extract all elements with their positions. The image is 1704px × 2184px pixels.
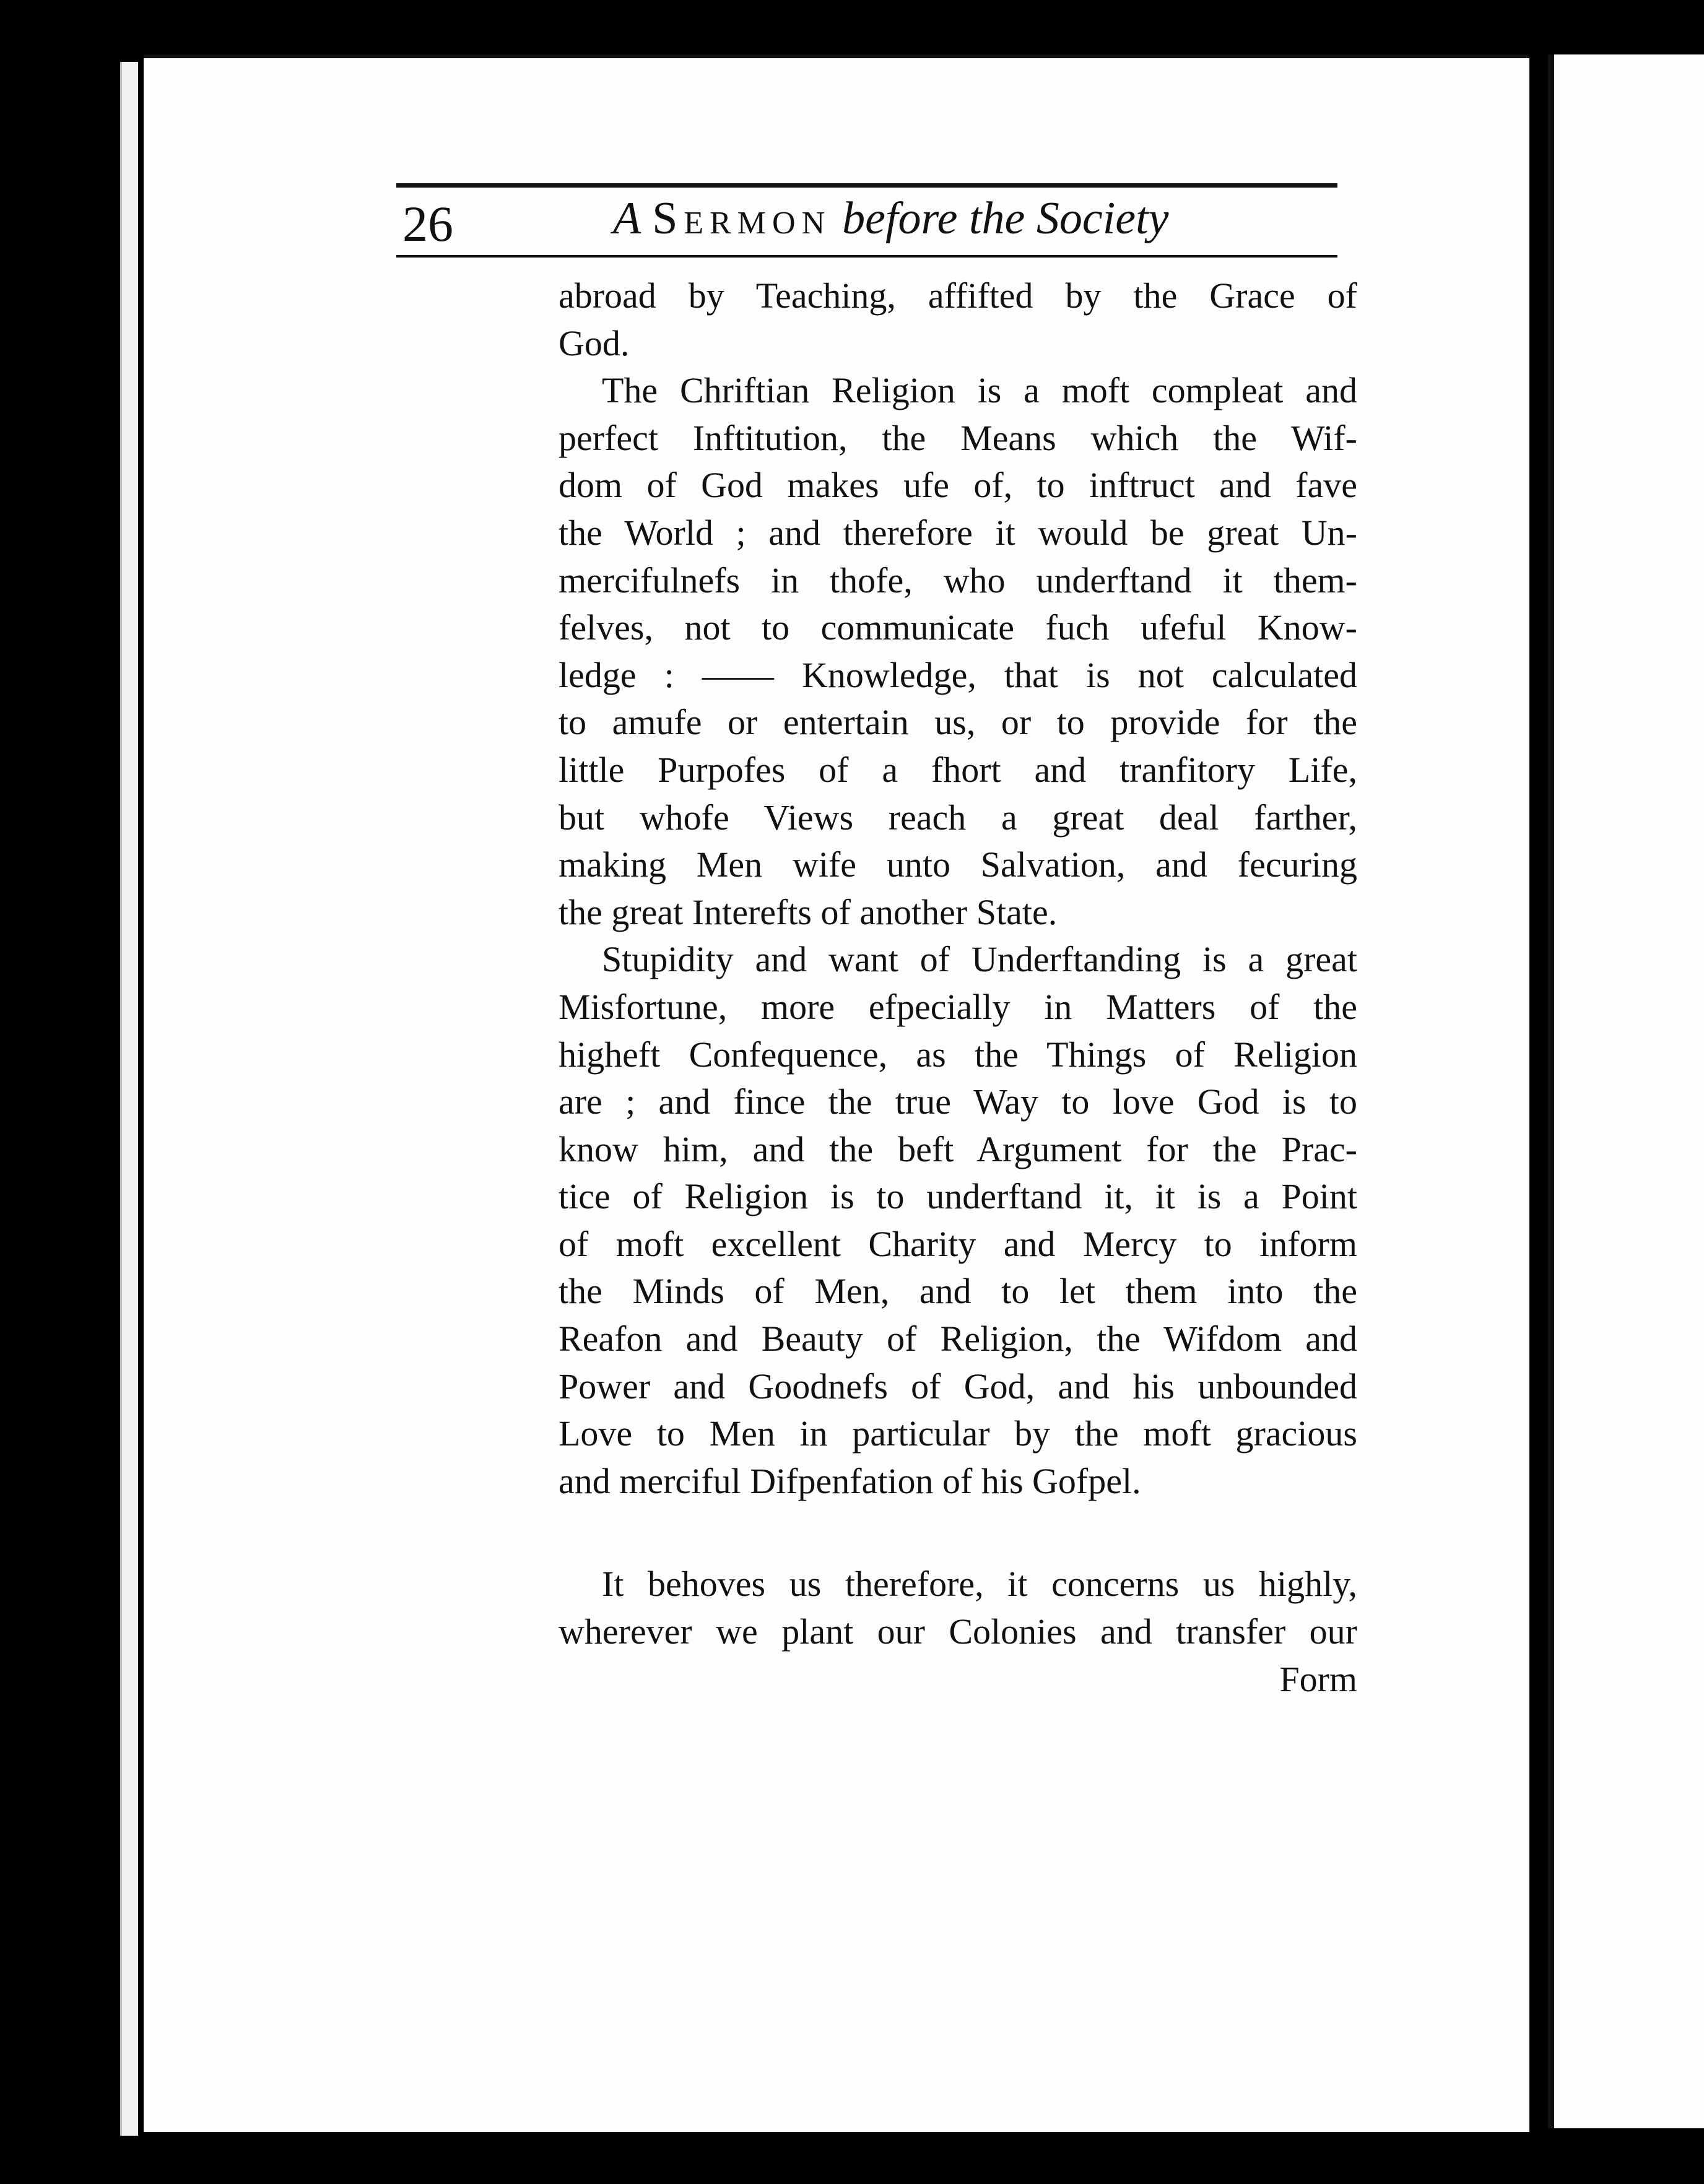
text-line: higheft Confequence, as the Things of Religion — [559, 1034, 1357, 1075]
text-line: are ; and fince the true Way to love God is to — [559, 1081, 1357, 1122]
text-line: God. — [559, 323, 630, 363]
text-line: the great Interefts of another State. — [559, 891, 1058, 932]
page-number: 26 — [402, 196, 453, 252]
text-line: Power and Goodnefs of God, and his unbounded — [559, 1366, 1357, 1406]
text-line: of moft excellent Charity and Mercy to inform — [559, 1223, 1357, 1264]
text-line: Love to Men in particular by the moft gracious — [559, 1413, 1357, 1454]
running-header — [396, 183, 1337, 258]
text-line: wherever we plant our Colonies and transfer our — [559, 1611, 1357, 1652]
text-line: felves, not to communicate fuch ufeful Know- — [559, 607, 1357, 648]
running-title-caps: Sermon — [652, 193, 832, 244]
text-line: the Minds of Men, and to let them into the — [559, 1271, 1357, 1312]
text-line: and merciful Difpenfation of his Gofpel. — [559, 1460, 1141, 1501]
text-line: perfect Inftitution, the Means which the Wif- — [559, 417, 1357, 458]
text-line: little Purpofes of a fhort and tranfitory Life, — [559, 749, 1357, 790]
text-line: abroad by Teaching, affifted by the Grace of — [559, 275, 1357, 316]
text-line: tice of Religion is to underftand it, it is a Point — [559, 1176, 1357, 1217]
text-line: to amufe or entertain us, or to provide for the — [559, 702, 1357, 743]
text-line: It behoves us therefore, it concerns us highly, — [602, 1564, 1357, 1605]
facing-page-edge — [1548, 54, 1704, 2128]
running-title-suffix: before the Society — [842, 193, 1169, 244]
text-line: know him, and the beft Argument for the Prac- — [559, 1129, 1357, 1169]
text-line: Misfortune, more efpecially in Matters of the — [559, 986, 1357, 1027]
running-title-prefix: A — [613, 193, 641, 244]
text-line: mercifulnefs in thofe, who underftand it them- — [559, 560, 1357, 600]
page-gutter — [120, 62, 138, 2136]
text-line: The Chriftian Religion is a moft compleat and — [602, 370, 1357, 411]
catchword: Form — [1279, 1658, 1357, 1699]
text-line: the World ; and therefore it would be great Un- — [559, 512, 1357, 553]
text-line: but whofe Views reach a great deal farther, — [559, 797, 1357, 838]
text-line: Stupidity and want of Underftanding is a great — [602, 939, 1357, 980]
text-line: making Men wife unto Salvation, and fecuring — [559, 844, 1357, 885]
text-line: dom of God makes ufe of, to inftruct and fave — [559, 465, 1357, 506]
text-line: Reafon and Beauty of Religion, the Wifdom and — [559, 1319, 1357, 1359]
text-line: ledge : —— Knowledge, that is not calculated — [559, 654, 1357, 695]
sermon-text — [559, 272, 1357, 1703]
running-title — [613, 193, 1169, 245]
